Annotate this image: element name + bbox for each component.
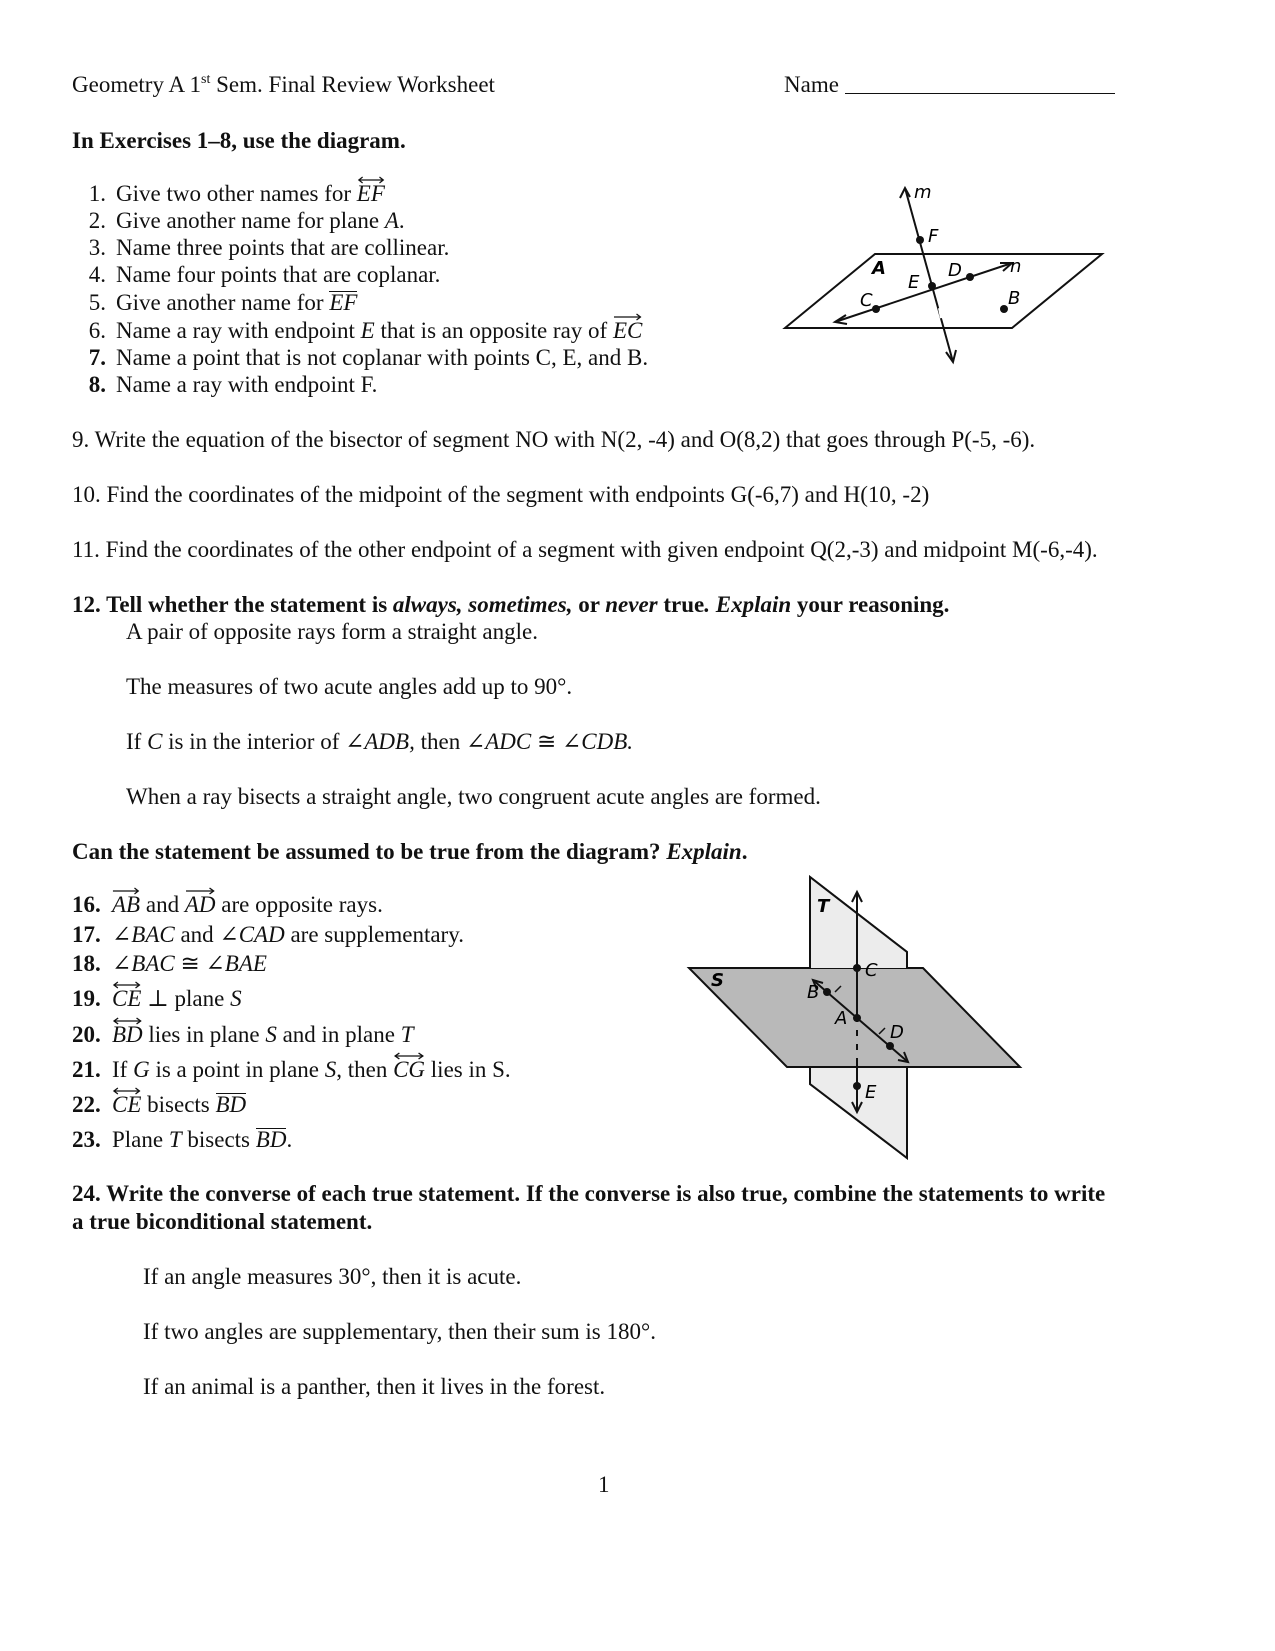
list-item	[72, 318, 642, 344]
item-text: and	[174, 922, 220, 947]
q24-statement-3: If an animal is a panther, then it lives in the forest.	[143, 1374, 606, 1399]
question-11: 11. Find the coordinates of the other endpoint of a segment with given endpoint Q(2,-3) and midpoint M(-6,-4).	[72, 537, 1098, 562]
list-item	[72, 208, 405, 234]
item-italic: T	[400, 1022, 414, 1047]
item-text: are supplementary.	[284, 922, 464, 947]
angle-label: ∠BAC	[112, 951, 175, 976]
item-text: bisects	[141, 1092, 216, 1117]
ray-label: AB	[112, 892, 141, 917]
label-d: D	[948, 260, 962, 281]
heading-text: .	[741, 839, 748, 864]
item-text: Plane	[112, 1127, 169, 1152]
question-24-heading-line2: a true biconditional statement.	[72, 1209, 373, 1234]
s3-text: ≅	[531, 729, 563, 754]
item-number: 3.	[88, 235, 106, 260]
label-e: E	[908, 272, 920, 293]
line-symbol	[112, 1022, 143, 1048]
item-text: , then	[336, 1057, 394, 1082]
q12-italic: always, sometimes,	[392, 592, 573, 617]
item-tail: .	[398, 208, 405, 233]
question-9: 9. Write the equation of the bisector of segment NO with N(2, -4) and O(8,2) that goes through P(-5, -6).	[72, 427, 1036, 452]
title-superscript: st	[201, 72, 211, 87]
q12-italic: never	[605, 592, 658, 617]
name-field[interactable]	[784, 72, 1115, 98]
list-item	[72, 1127, 292, 1153]
list-item	[72, 235, 449, 261]
item-text: Name four points that are coplanar.	[116, 262, 441, 287]
name-label: Name	[784, 72, 839, 97]
s3-text: then	[414, 729, 466, 754]
item-text-tail: that is an opposite ray of	[374, 318, 613, 343]
point-c	[872, 305, 880, 313]
item-text: Give two other names for	[116, 181, 357, 206]
label-c: C	[865, 960, 878, 981]
ray-symbol	[112, 892, 140, 918]
q12-italic: Explain	[715, 592, 792, 617]
item-number: 23.	[72, 1127, 101, 1152]
item-number: 17.	[72, 922, 101, 947]
line-symbol	[112, 986, 141, 1012]
item-text: lies in S.	[425, 1057, 511, 1082]
line-symbol	[357, 181, 385, 207]
item-text: and	[140, 892, 185, 917]
heading-italic: Explain	[666, 839, 742, 864]
line-label: CE	[112, 1092, 142, 1117]
label-b: B	[807, 982, 820, 1003]
angle-label: ∠BAE	[205, 951, 267, 976]
item-text: is a point in plane	[149, 1057, 325, 1082]
page-number: 1	[598, 1472, 610, 1497]
q12-statement-2: The measures of two acute angles add up to 90°.	[126, 674, 573, 699]
item-italic: S	[230, 986, 242, 1011]
q12-statement-3	[126, 729, 633, 755]
list-item	[72, 372, 377, 398]
label-n: n	[1010, 256, 1022, 277]
item-text: Give another name for plane	[116, 208, 385, 233]
label-d: D	[890, 1022, 904, 1043]
s3-text: If	[126, 729, 148, 754]
item-italic: T	[168, 1127, 182, 1152]
point-a	[853, 1014, 861, 1022]
item-text: Name a ray with endpoint F.	[116, 372, 378, 397]
item-text: and in plane	[276, 1022, 401, 1047]
line-label: BD	[112, 1022, 143, 1047]
q12-text: or	[572, 592, 606, 617]
line-label: CG	[393, 1057, 426, 1082]
title-text-tail: Sem. Final Review Worksheet	[210, 72, 495, 97]
item-italic: E	[360, 318, 375, 343]
question-24-heading-line1: 24. Write the converse of each true statement. If the converse is also true, combine the statements to write	[72, 1181, 1106, 1206]
item-text: Name a point that is not coplanar with points C, E, and B.	[116, 345, 649, 370]
item-italic: S	[324, 1057, 337, 1082]
s3-italic: ∠ADB,	[345, 729, 415, 754]
ray-symbol	[185, 892, 216, 918]
line-label: CE	[112, 986, 142, 1011]
segment-label: EF	[329, 290, 358, 315]
item-text: lies in plane	[142, 1022, 266, 1047]
list-item	[72, 345, 648, 371]
line-symbol	[393, 1057, 425, 1083]
line-m-arrow-top	[900, 188, 910, 198]
list-item	[72, 1092, 246, 1118]
point-c	[853, 964, 861, 972]
item-italic: G	[133, 1057, 150, 1082]
label-t: T	[817, 896, 830, 917]
point-d	[966, 273, 974, 281]
plane-diagram-2	[685, 872, 1030, 1162]
list-item	[72, 951, 267, 977]
angle-label: ∠CAD	[219, 922, 285, 947]
segment-label: BD	[215, 1092, 247, 1117]
list-item	[72, 262, 440, 288]
q12-statement-1: A pair of opposite rays form a straight angle.	[126, 619, 538, 644]
point-b	[823, 988, 831, 996]
item-text: are opposite rays.	[215, 892, 383, 917]
point-d	[886, 1042, 894, 1050]
label-b: B	[1008, 288, 1021, 309]
label-a: A	[872, 258, 886, 279]
section2-heading	[72, 839, 747, 865]
item-text: Name three points that are collinear.	[116, 235, 450, 260]
label-a: A	[835, 1008, 848, 1029]
point-b	[1000, 305, 1008, 313]
list-item	[72, 1057, 511, 1083]
item-italic: S	[265, 1022, 277, 1047]
item-number: 4.	[88, 262, 106, 287]
point-e	[853, 1082, 861, 1090]
s3-italic: C	[147, 729, 163, 754]
item-number: 5.	[88, 290, 106, 315]
item-text: Give another name for	[116, 290, 330, 315]
angle-label: ∠BAC	[112, 922, 175, 947]
list-item	[72, 1022, 414, 1048]
label-f: F	[928, 226, 939, 247]
heading-text: Can the statement be assumed to be true from the diagram?	[72, 839, 667, 864]
label-m: m	[914, 182, 932, 203]
plane-diagram-1	[780, 180, 1110, 370]
item-number: 7.	[88, 345, 106, 370]
q24-statement-2: If two angles are supplementary, then their sum is 180°.	[143, 1319, 656, 1344]
q12-text: true	[657, 592, 705, 617]
item-number: 6.	[88, 318, 106, 343]
item-number: 8.	[88, 372, 106, 397]
item-text: ≅	[174, 951, 206, 976]
question-12-heading	[72, 592, 949, 618]
item-number: 18.	[72, 951, 101, 976]
ray-label: AD	[184, 892, 216, 917]
list-item	[72, 892, 383, 918]
s3-text: is in the interior of	[162, 729, 346, 754]
worksheet-title	[72, 72, 495, 98]
name-blank-line[interactable]	[845, 75, 1115, 94]
q24-statement-1: If an angle measures 30°, then it is acute.	[143, 1264, 522, 1289]
item-number: 1.	[88, 181, 106, 206]
point-e	[928, 282, 936, 290]
segment-label: BD	[255, 1127, 287, 1152]
list-item	[72, 922, 464, 948]
item-number: 19.	[72, 986, 101, 1011]
section1-heading: In Exercises 1–8, use the diagram.	[72, 128, 406, 153]
list-item	[72, 181, 385, 207]
item-number: 20.	[72, 1022, 101, 1047]
list-item	[72, 986, 242, 1012]
item-text: .	[286, 1127, 293, 1152]
item-text: ⊥ plane	[141, 986, 231, 1011]
q12-text: 12. Tell whether the statement is	[72, 592, 393, 617]
item-text: If	[112, 1057, 134, 1082]
ray-symbol	[613, 318, 642, 344]
ray-label: EC	[612, 318, 643, 343]
line-symbol	[112, 1092, 141, 1118]
list-item	[72, 290, 357, 316]
item-number: 21.	[72, 1057, 101, 1082]
item-text: bisects	[181, 1127, 256, 1152]
q12-statement-4: When a ray bisects a straight angle, two congruent acute angles are formed.	[126, 784, 821, 809]
question-10: 10. Find the coordinates of the midpoint of the segment with endpoints G(-6,7) and H(10, -2)	[72, 482, 930, 507]
s3-italic: ∠CDB.	[562, 729, 634, 754]
q12-text: your reasoning.	[791, 592, 950, 617]
item-number: 22.	[72, 1092, 101, 1117]
line-label: EF	[356, 181, 385, 206]
label-s: S	[711, 970, 724, 991]
item-text: Name a ray with endpoint	[116, 318, 361, 343]
q12-text: .	[704, 592, 716, 617]
point-f	[916, 236, 924, 244]
item-number: 16.	[72, 892, 101, 917]
item-number: 2.	[88, 208, 106, 233]
label-c: C	[860, 290, 873, 311]
label-e: E	[865, 1082, 877, 1103]
s3-italic: ∠ADC	[465, 729, 532, 754]
title-text: Geometry A 1	[72, 72, 202, 97]
item-italic: A	[384, 208, 399, 233]
